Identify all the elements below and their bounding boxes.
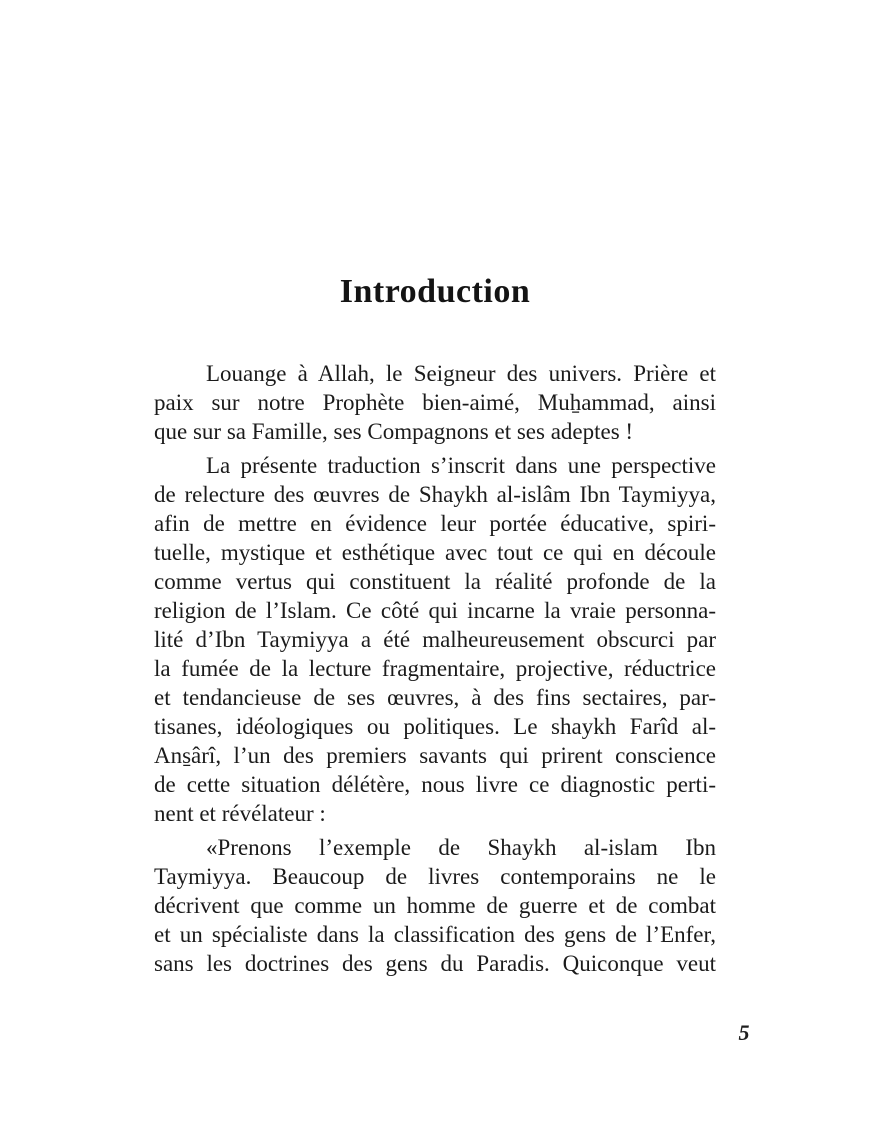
text-line: tuelle, mystique et esthétique avec tout ce qui en découle xyxy=(154,540,716,565)
text-line: religion de l’Islam. Ce côté qui incarne la vraie personna- xyxy=(154,598,716,623)
text-line: nent et révélateur : xyxy=(154,801,326,826)
text-line: Taymiyya. Beaucoup de livres contemporains ne le xyxy=(154,864,716,889)
text-line: La présente traduction s’inscrit dans une perspective xyxy=(206,453,716,478)
text-line: et tendancieuse de ses œuvres, à des fins sectaires, par- xyxy=(154,685,716,710)
text-line: et un spécialiste dans la classification des gens de l’Enfer, xyxy=(154,922,716,947)
chapter-title: Introduction xyxy=(339,273,531,310)
paragraph xyxy=(154,359,716,446)
paragraph xyxy=(154,451,716,828)
text-line: lité d’Ibn Taymiyya a été malheureusement obscurci par xyxy=(154,627,716,652)
page-number: 5 xyxy=(738,1020,750,1045)
text-block xyxy=(154,359,716,978)
text-line: afin de mettre en évidence leur portée éducative, spiri- xyxy=(154,511,716,536)
text-line: comme vertus qui constituent la réalité profonde de la xyxy=(154,569,716,594)
text-line: paix sur notre Prophète bien-aimé, Muẖammad, ainsi xyxy=(154,390,716,415)
text-line: que sur sa Famille, ses Compagnons et ses adeptes ! xyxy=(154,419,634,444)
text-line: de relecture des œuvres de Shaykh al-islâm Ibn Taymiyya, xyxy=(154,482,716,507)
text-line: sans les doctrines des gens du Paradis. Quiconque veut xyxy=(154,951,716,976)
text-line: Louange à Allah, le Seigneur des univers. Prière et xyxy=(206,361,716,386)
text-line: tisanes, idéologiques ou politiques. Le shaykh Farîd al- xyxy=(154,714,716,739)
text-line: Ans̱ârî, l’un des premiers savants qui prirent conscience xyxy=(154,743,716,768)
text-line: décrivent que comme un homme de guerre et de combat xyxy=(154,893,716,918)
paragraph xyxy=(154,833,716,978)
text-line: la fumée de la lecture fragmentaire, projective, réductrice xyxy=(154,656,716,681)
text-line: «Prenons l’exemple de Shaykh al-islam Ibn xyxy=(206,835,716,860)
text-line: de cette situation délétère, nous livre ce diagnostic perti- xyxy=(154,772,716,797)
